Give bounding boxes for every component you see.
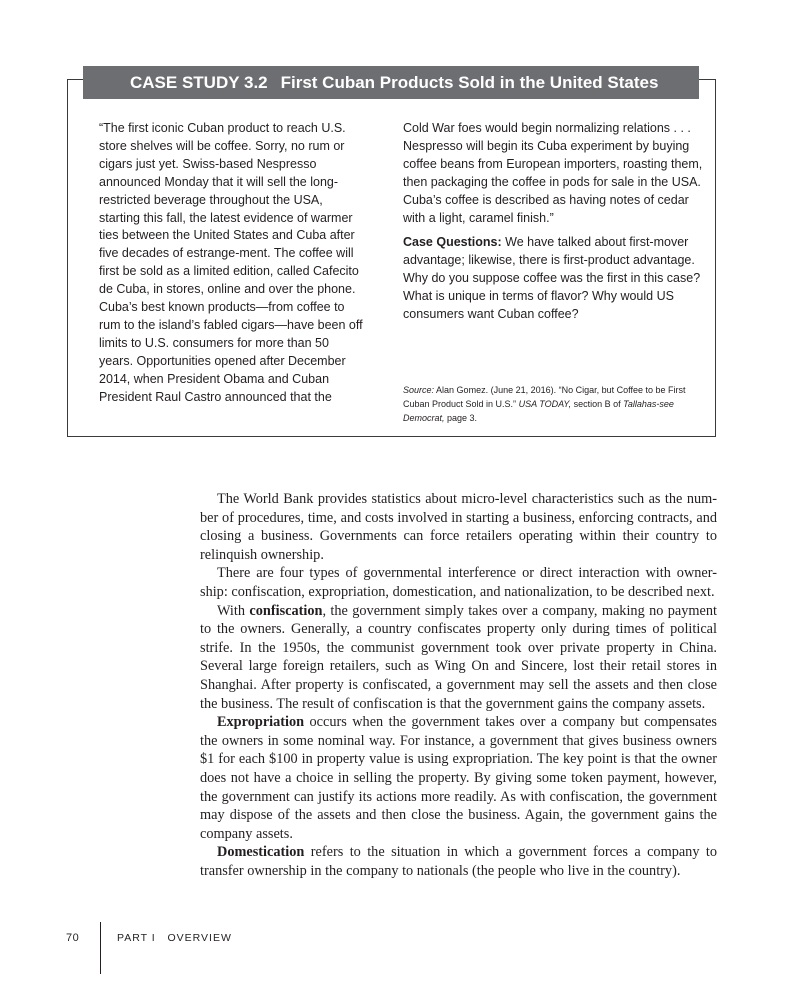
term-domestication: Domestication (217, 844, 305, 861)
running-footer (117, 932, 232, 944)
source-newspaper: Tallahas-see Democrat, (403, 399, 674, 423)
case-study-quote-end: Cold War foes would begin normalizing relations . . . Nespresso will begin its Cuba experiment by buying coffee beans from European importers, roasting them, then packaging the coffee in pods for sale in the USA. Cuba’s coffee is described as having notes of cedar with a light, caramel finish.” (403, 121, 703, 225)
expropriation-text: occurs when the government takes over a company but compensates the owners in some nominal way. For instance, a government that gives business owners $1 for each $100 in property value is using expropriation. The key point is that the owner does not have a choice in selling the property. By giving some token payment, however, the government can justify its actions more readily. As with confiscation, the government may dispose of the assets and then close the business. Again, the government gains the company assets. (200, 714, 717, 842)
source-text-2: section B of (573, 399, 621, 409)
source-label: Source: (403, 385, 435, 395)
source-text-1: Alan Gomez. (June 21, 2016). “No Cigar, but Coffee to be First Cuban Product Sold in U.S.” (403, 385, 686, 409)
case-study-title-bar (83, 66, 699, 99)
case-questions-label: Case Questions: (403, 235, 502, 250)
term-confiscation: confiscation (249, 602, 323, 619)
part-label: PART I (117, 932, 156, 944)
confiscation-text: , the government simply takes over a company, making no payment to the owners. Generally, a country confiscates property only during times of political strife. In the 1950s, the communist government took over private property in China. Several large foreign retailers, such as Wing On and Sincere, lost their retail stores in Shanghai. After property is confiscated, a government may sell the assets and then close the business. The result of confiscation is that the government gains the company assets. (200, 602, 717, 712)
paragraph-confiscation (200, 602, 717, 714)
case-questions (403, 234, 703, 324)
source-publication: USA TODAY, (518, 399, 572, 409)
section-label: OVERVIEW (167, 932, 232, 944)
term-expropriation: Expropriation (217, 714, 305, 731)
body-text (200, 490, 717, 880)
paragraph-interference-types: There are four types of governmental interference or direct interaction with owner-ship: confiscation, expropriation, domestication, and nationalization, to be described next. (200, 565, 717, 600)
case-study-source (403, 383, 703, 425)
confiscation-pre: With (217, 602, 246, 619)
paragraph-domestication (200, 843, 717, 880)
case-study-right-column (403, 120, 703, 324)
case-study-title: First Cuban Products Sold in the United States (280, 73, 659, 92)
case-study-number: CASE STUDY 3.2 (130, 73, 268, 92)
case-questions-text: We have talked about first-mover advantage; likewise, there is first-product advantage. Why do you suppose coffee was the first in this case? What is unique in terms of flavor? Why would US consumers want Cuban coffee? (403, 235, 701, 322)
paragraph-world-bank: The World Bank provides statistics about micro-level characteristics such as the num-ber of procedures, time, and costs involved in starting a business, enforcing contracts, and closing a business. Governments can force retailers operating within their country to relinquish ownership. (200, 491, 717, 563)
domestication-text: refers to the situation in which a government forces a company to transfer ownership in the company to nationals (the people who live in the country). (200, 844, 717, 879)
page-number: 70 (66, 932, 80, 944)
footer-divider (100, 922, 101, 974)
paragraph-expropriation (200, 713, 717, 843)
source-text-3: page 3. (447, 413, 478, 423)
case-study-left-column: “The first iconic Cuban product to reach U.S. store shelves will be coffee. Sorry, no rum or cigars just yet. Swiss-based Nespresso announced Monday that it will sell the long-restricted beverage throughout the USA, starting this fall, the latest evidence of warmer ties between the United States and Cuba after five decades of estrange-ment. The coffee will first be sold as a limited edition, called Cafecito de Cuba, in stores, online and over the phone. Cuba’s best known products—from coffee to rum to the island’s fabled cigars—have been off limits to U.S. consumers for more than 50 years. Opportunities opened after December 2014, when President Obama and Cuban President Raul Castro announced that the (99, 121, 363, 404)
